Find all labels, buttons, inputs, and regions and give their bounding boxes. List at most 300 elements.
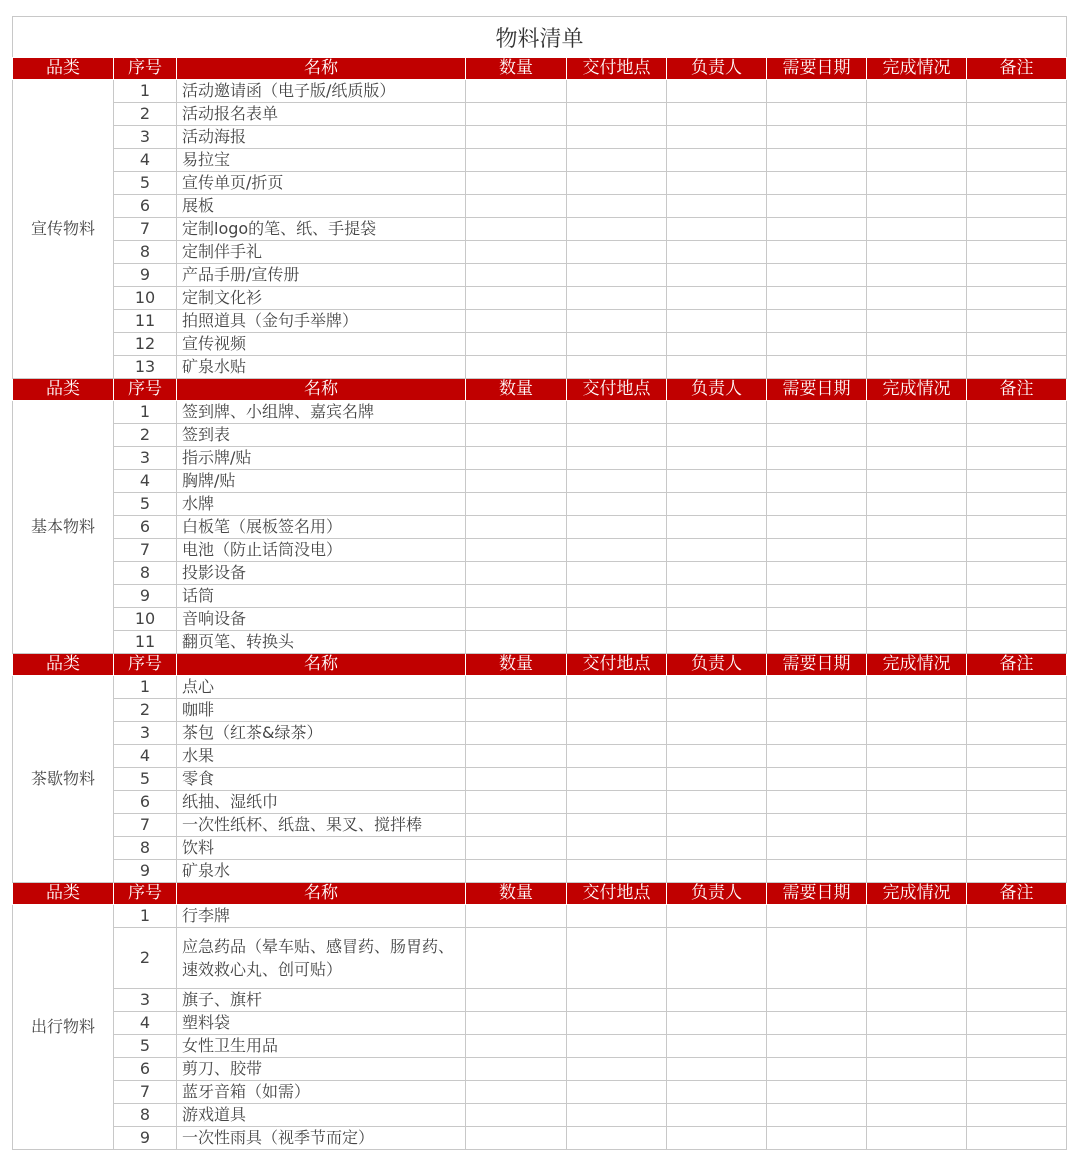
remarks-cell[interactable] [967, 447, 1067, 470]
remarks-cell[interactable] [967, 1012, 1067, 1035]
quantity-cell[interactable] [466, 1104, 567, 1127]
delivery-location-cell[interactable] [567, 1127, 667, 1150]
quantity-cell[interactable] [466, 103, 567, 126]
item-name-cell: 活动邀请函（电子版/纸质版） [177, 80, 466, 103]
need-date-cell[interactable] [767, 287, 867, 310]
need-date-cell[interactable] [767, 860, 867, 883]
status-cell[interactable] [867, 768, 967, 791]
need-date-cell[interactable] [767, 1058, 867, 1081]
item-number-cell: 5 [114, 493, 177, 516]
table-row [13, 241, 1067, 264]
quantity-cell[interactable] [466, 493, 567, 516]
quantity-cell[interactable] [466, 745, 567, 768]
need-date-cell[interactable] [767, 539, 867, 562]
quantity-cell[interactable] [466, 539, 567, 562]
status-cell[interactable] [867, 172, 967, 195]
remarks-cell[interactable] [967, 837, 1067, 860]
header-owner: 负责人 [667, 58, 767, 80]
remarks-cell[interactable] [967, 745, 1067, 768]
quantity-cell[interactable] [466, 333, 567, 356]
remarks-cell[interactable] [967, 516, 1067, 539]
status-cell[interactable] [867, 837, 967, 860]
delivery-location-cell[interactable] [567, 516, 667, 539]
status-cell[interactable] [867, 1058, 967, 1081]
remarks-cell[interactable] [967, 905, 1067, 928]
owner-cell[interactable] [667, 516, 767, 539]
quantity-cell[interactable] [466, 791, 567, 814]
owner-cell[interactable] [667, 608, 767, 631]
status-cell[interactable] [867, 1035, 967, 1058]
quantity-cell[interactable] [466, 989, 567, 1012]
delivery-location-cell[interactable] [567, 905, 667, 928]
delivery-location-cell[interactable] [567, 195, 667, 218]
delivery-location-cell[interactable] [567, 103, 667, 126]
delivery-location-cell[interactable] [567, 1012, 667, 1035]
need-date-cell[interactable] [767, 264, 867, 287]
status-cell[interactable] [867, 493, 967, 516]
header-quantity: 数量 [466, 654, 567, 676]
item-number-cell: 3 [114, 126, 177, 149]
remarks-cell[interactable] [967, 493, 1067, 516]
status-cell[interactable] [867, 562, 967, 585]
delivery-location-cell[interactable] [567, 1058, 667, 1081]
remarks-cell[interactable] [967, 195, 1067, 218]
delivery-location-cell[interactable] [567, 562, 667, 585]
remarks-cell[interactable] [967, 791, 1067, 814]
delivery-location-cell[interactable] [567, 493, 667, 516]
header-remarks: 备注 [967, 883, 1067, 905]
header-no: 序号 [114, 654, 177, 676]
status-cell[interactable] [867, 745, 967, 768]
status-cell[interactable] [867, 424, 967, 447]
quantity-cell[interactable] [466, 149, 567, 172]
need-date-cell[interactable] [767, 103, 867, 126]
item-name-cell: 零食 [177, 768, 466, 791]
header-status: 完成情况 [867, 883, 967, 905]
remarks-cell[interactable] [967, 722, 1067, 745]
quantity-cell[interactable] [466, 1081, 567, 1104]
need-date-cell[interactable] [767, 401, 867, 424]
delivery-location-cell[interactable] [567, 676, 667, 699]
need-date-cell[interactable] [767, 1104, 867, 1127]
category-cell: 宣传物料 [13, 80, 114, 379]
need-date-cell[interactable] [767, 585, 867, 608]
owner-cell[interactable] [667, 447, 767, 470]
delivery-location-cell[interactable] [567, 928, 667, 989]
sheet-title: 物料清单 [13, 17, 1067, 58]
status-cell[interactable] [867, 126, 967, 149]
need-date-cell[interactable] [767, 837, 867, 860]
owner-cell[interactable] [667, 837, 767, 860]
remarks-cell[interactable] [967, 585, 1067, 608]
remarks-cell[interactable] [967, 333, 1067, 356]
remarks-cell[interactable] [967, 562, 1067, 585]
header-quantity: 数量 [466, 379, 567, 401]
table-row [13, 631, 1067, 654]
owner-cell[interactable] [667, 149, 767, 172]
quantity-cell[interactable] [466, 401, 567, 424]
item-number-cell: 9 [114, 264, 177, 287]
status-cell[interactable] [867, 676, 967, 699]
status-cell[interactable] [867, 447, 967, 470]
quantity-cell[interactable] [466, 608, 567, 631]
status-cell[interactable] [867, 401, 967, 424]
status-cell[interactable] [867, 516, 967, 539]
delivery-location-cell[interactable] [567, 768, 667, 791]
item-name-cell: 剪刀、胶带 [177, 1058, 466, 1081]
need-date-cell[interactable] [767, 149, 867, 172]
owner-cell[interactable] [667, 699, 767, 722]
owner-cell[interactable] [667, 401, 767, 424]
need-date-cell[interactable] [767, 1127, 867, 1150]
delivery-location-cell[interactable] [567, 241, 667, 264]
owner-cell[interactable] [667, 722, 767, 745]
table-row [13, 1081, 1067, 1104]
owner-cell[interactable] [667, 745, 767, 768]
delivery-location-cell[interactable] [567, 264, 667, 287]
quantity-cell[interactable] [466, 424, 567, 447]
need-date-cell[interactable] [767, 562, 867, 585]
item-name-cell: 活动海报 [177, 126, 466, 149]
owner-cell[interactable] [667, 1081, 767, 1104]
status-cell[interactable] [867, 539, 967, 562]
item-name-cell: 水牌 [177, 493, 466, 516]
delivery-location-cell[interactable] [567, 1081, 667, 1104]
quantity-cell[interactable] [466, 264, 567, 287]
need-date-cell[interactable] [767, 676, 867, 699]
need-date-cell[interactable] [767, 1081, 867, 1104]
quantity-cell[interactable] [466, 585, 567, 608]
status-cell[interactable] [867, 928, 967, 989]
need-date-cell[interactable] [767, 928, 867, 989]
need-date-cell[interactable] [767, 470, 867, 493]
remarks-cell[interactable] [967, 989, 1067, 1012]
status-cell[interactable] [867, 791, 967, 814]
status-cell[interactable] [867, 241, 967, 264]
need-date-cell[interactable] [767, 722, 867, 745]
remarks-cell[interactable] [967, 424, 1067, 447]
item-number-cell: 7 [114, 218, 177, 241]
remarks-cell[interactable] [967, 1104, 1067, 1127]
status-cell[interactable] [867, 333, 967, 356]
item-number-cell: 6 [114, 791, 177, 814]
quantity-cell[interactable] [466, 447, 567, 470]
owner-cell[interactable] [667, 470, 767, 493]
need-date-cell[interactable] [767, 905, 867, 928]
status-cell[interactable] [867, 608, 967, 631]
owner-cell[interactable] [667, 814, 767, 837]
item-name-cell: 纸抽、湿纸巾 [177, 791, 466, 814]
owner-cell[interactable] [667, 768, 767, 791]
item-name-cell: 矿泉水 [177, 860, 466, 883]
need-date-cell[interactable] [767, 1012, 867, 1035]
need-date-cell[interactable] [767, 218, 867, 241]
delivery-location-cell[interactable] [567, 310, 667, 333]
owner-cell[interactable] [667, 791, 767, 814]
owner-cell[interactable] [667, 1104, 767, 1127]
need-date-cell[interactable] [767, 333, 867, 356]
remarks-cell[interactable] [967, 860, 1067, 883]
owner-cell[interactable] [667, 333, 767, 356]
status-cell[interactable] [867, 80, 967, 103]
need-date-cell[interactable] [767, 745, 867, 768]
owner-cell[interactable] [667, 103, 767, 126]
status-cell[interactable] [867, 905, 967, 928]
need-date-cell[interactable] [767, 126, 867, 149]
owner-cell[interactable] [667, 860, 767, 883]
owner-cell[interactable] [667, 493, 767, 516]
status-cell[interactable] [867, 1127, 967, 1150]
remarks-cell[interactable] [967, 814, 1067, 837]
quantity-cell[interactable] [466, 1035, 567, 1058]
need-date-cell[interactable] [767, 631, 867, 654]
need-date-cell[interactable] [767, 172, 867, 195]
quantity-cell[interactable] [466, 470, 567, 493]
need-date-cell[interactable] [767, 1035, 867, 1058]
quantity-cell[interactable] [466, 814, 567, 837]
item-number-cell: 7 [114, 1081, 177, 1104]
need-date-cell[interactable] [767, 768, 867, 791]
item-number-cell: 7 [114, 539, 177, 562]
owner-cell[interactable] [667, 562, 767, 585]
item-number-cell: 9 [114, 860, 177, 883]
delivery-location-cell[interactable] [567, 791, 667, 814]
item-number-cell: 5 [114, 768, 177, 791]
status-cell[interactable] [867, 814, 967, 837]
delivery-location-cell[interactable] [567, 631, 667, 654]
quantity-cell[interactable] [466, 631, 567, 654]
need-date-cell[interactable] [767, 989, 867, 1012]
owner-cell[interactable] [667, 80, 767, 103]
remarks-cell[interactable] [967, 310, 1067, 333]
remarks-cell[interactable] [967, 1127, 1067, 1150]
status-cell[interactable] [867, 1081, 967, 1104]
delivery-location-cell[interactable] [567, 699, 667, 722]
quantity-cell[interactable] [466, 310, 567, 333]
remarks-cell[interactable] [967, 356, 1067, 379]
quantity-cell[interactable] [466, 1012, 567, 1035]
item-number-cell: 3 [114, 722, 177, 745]
owner-cell[interactable] [667, 928, 767, 989]
remarks-cell[interactable] [967, 287, 1067, 310]
remarks-cell[interactable] [967, 470, 1067, 493]
owner-cell[interactable] [667, 195, 767, 218]
quantity-cell[interactable] [466, 80, 567, 103]
delivery-location-cell[interactable] [567, 814, 667, 837]
need-date-cell[interactable] [767, 310, 867, 333]
quantity-cell[interactable] [466, 126, 567, 149]
status-cell[interactable] [867, 989, 967, 1012]
status-cell[interactable] [867, 631, 967, 654]
status-cell[interactable] [867, 149, 967, 172]
need-date-cell[interactable] [767, 699, 867, 722]
owner-cell[interactable] [667, 585, 767, 608]
remarks-cell[interactable] [967, 264, 1067, 287]
status-cell[interactable] [867, 356, 967, 379]
remarks-cell[interactable] [967, 768, 1067, 791]
table-row [13, 1035, 1067, 1058]
status-cell[interactable] [867, 722, 967, 745]
item-number-cell: 3 [114, 989, 177, 1012]
quantity-cell[interactable] [466, 1127, 567, 1150]
owner-cell[interactable] [667, 287, 767, 310]
remarks-cell[interactable] [967, 172, 1067, 195]
status-cell[interactable] [867, 470, 967, 493]
quantity-cell[interactable] [466, 516, 567, 539]
item-number-cell: 4 [114, 470, 177, 493]
delivery-location-cell[interactable] [567, 401, 667, 424]
header-row [13, 58, 1067, 80]
item-name-cell: 蓝牙音箱（如需） [177, 1081, 466, 1104]
delivery-location-cell[interactable] [567, 333, 667, 356]
quantity-cell[interactable] [466, 905, 567, 928]
delivery-location-cell[interactable] [567, 722, 667, 745]
quantity-cell[interactable] [466, 287, 567, 310]
owner-cell[interactable] [667, 676, 767, 699]
delivery-location-cell[interactable] [567, 837, 667, 860]
remarks-cell[interactable] [967, 699, 1067, 722]
status-cell[interactable] [867, 287, 967, 310]
remarks-cell[interactable] [967, 1035, 1067, 1058]
need-date-cell[interactable] [767, 80, 867, 103]
delivery-location-cell[interactable] [567, 585, 667, 608]
remarks-cell[interactable] [967, 928, 1067, 989]
delivery-location-cell[interactable] [567, 539, 667, 562]
delivery-location-cell[interactable] [567, 608, 667, 631]
need-date-cell[interactable] [767, 516, 867, 539]
owner-cell[interactable] [667, 631, 767, 654]
remarks-cell[interactable] [967, 126, 1067, 149]
status-cell[interactable] [867, 699, 967, 722]
quantity-cell[interactable] [466, 722, 567, 745]
owner-cell[interactable] [667, 172, 767, 195]
delivery-location-cell[interactable] [567, 745, 667, 768]
remarks-cell[interactable] [967, 401, 1067, 424]
header-category: 品类 [13, 654, 114, 676]
delivery-location-cell[interactable] [567, 356, 667, 379]
remarks-cell[interactable] [967, 80, 1067, 103]
status-cell[interactable] [867, 1012, 967, 1035]
header-no: 序号 [114, 379, 177, 401]
table-row [13, 585, 1067, 608]
owner-cell[interactable] [667, 241, 767, 264]
need-date-cell[interactable] [767, 493, 867, 516]
need-date-cell[interactable] [767, 424, 867, 447]
delivery-location-cell[interactable] [567, 172, 667, 195]
need-date-cell[interactable] [767, 195, 867, 218]
owner-cell[interactable] [667, 539, 767, 562]
delivery-location-cell[interactable] [567, 424, 667, 447]
quantity-cell[interactable] [466, 172, 567, 195]
item-number-cell: 8 [114, 562, 177, 585]
delivery-location-cell[interactable] [567, 126, 667, 149]
remarks-cell[interactable] [967, 1058, 1067, 1081]
remarks-cell[interactable] [967, 676, 1067, 699]
owner-cell[interactable] [667, 356, 767, 379]
remarks-cell[interactable] [967, 241, 1067, 264]
item-name-cell: 白板笔（展板签名用） [177, 516, 466, 539]
remarks-cell[interactable] [967, 1081, 1067, 1104]
need-date-cell[interactable] [767, 241, 867, 264]
delivery-location-cell[interactable] [567, 470, 667, 493]
remarks-cell[interactable] [967, 149, 1067, 172]
item-number-cell: 2 [114, 699, 177, 722]
delivery-location-cell[interactable] [567, 860, 667, 883]
quantity-cell[interactable] [466, 1058, 567, 1081]
delivery-location-cell[interactable] [567, 80, 667, 103]
remarks-cell[interactable] [967, 608, 1067, 631]
need-date-cell[interactable] [767, 447, 867, 470]
status-cell[interactable] [867, 585, 967, 608]
need-date-cell[interactable] [767, 814, 867, 837]
remarks-cell[interactable] [967, 631, 1067, 654]
item-name-cell: 定制文化衫 [177, 287, 466, 310]
owner-cell[interactable] [667, 264, 767, 287]
item-name-cell: 活动报名表单 [177, 103, 466, 126]
status-cell[interactable] [867, 195, 967, 218]
status-cell[interactable] [867, 860, 967, 883]
status-cell[interactable] [867, 103, 967, 126]
status-cell[interactable] [867, 264, 967, 287]
remarks-cell[interactable] [967, 218, 1067, 241]
quantity-cell[interactable] [466, 356, 567, 379]
quantity-cell[interactable] [466, 928, 567, 989]
delivery-location-cell[interactable] [567, 218, 667, 241]
owner-cell[interactable] [667, 126, 767, 149]
delivery-location-cell[interactable] [567, 1035, 667, 1058]
quantity-cell[interactable] [466, 860, 567, 883]
owner-cell[interactable] [667, 905, 767, 928]
item-number-cell: 3 [114, 447, 177, 470]
owner-cell[interactable] [667, 1012, 767, 1035]
table-row [13, 447, 1067, 470]
delivery-location-cell[interactable] [567, 287, 667, 310]
table-row [13, 310, 1067, 333]
owner-cell[interactable] [667, 424, 767, 447]
quantity-cell[interactable] [466, 699, 567, 722]
need-date-cell[interactable] [767, 356, 867, 379]
remarks-cell[interactable] [967, 539, 1067, 562]
table-row [13, 539, 1067, 562]
owner-cell[interactable] [667, 989, 767, 1012]
status-cell[interactable] [867, 1104, 967, 1127]
table-row [13, 791, 1067, 814]
delivery-location-cell[interactable] [567, 989, 667, 1012]
quantity-cell[interactable] [466, 241, 567, 264]
item-name-cell: 定制logo的笔、纸、手提袋 [177, 218, 466, 241]
header-owner: 负责人 [667, 654, 767, 676]
owner-cell[interactable] [667, 218, 767, 241]
owner-cell[interactable] [667, 1127, 767, 1150]
quantity-cell[interactable] [466, 218, 567, 241]
delivery-location-cell[interactable] [567, 149, 667, 172]
delivery-location-cell[interactable] [567, 1104, 667, 1127]
owner-cell[interactable] [667, 1035, 767, 1058]
status-cell[interactable] [867, 218, 967, 241]
status-cell[interactable] [867, 310, 967, 333]
need-date-cell[interactable] [767, 608, 867, 631]
quantity-cell[interactable] [466, 837, 567, 860]
owner-cell[interactable] [667, 310, 767, 333]
remarks-cell[interactable] [967, 103, 1067, 126]
owner-cell[interactable] [667, 1058, 767, 1081]
need-date-cell[interactable] [767, 791, 867, 814]
quantity-cell[interactable] [466, 195, 567, 218]
quantity-cell[interactable] [466, 768, 567, 791]
delivery-location-cell[interactable] [567, 447, 667, 470]
quantity-cell[interactable] [466, 562, 567, 585]
quantity-cell[interactable] [466, 676, 567, 699]
